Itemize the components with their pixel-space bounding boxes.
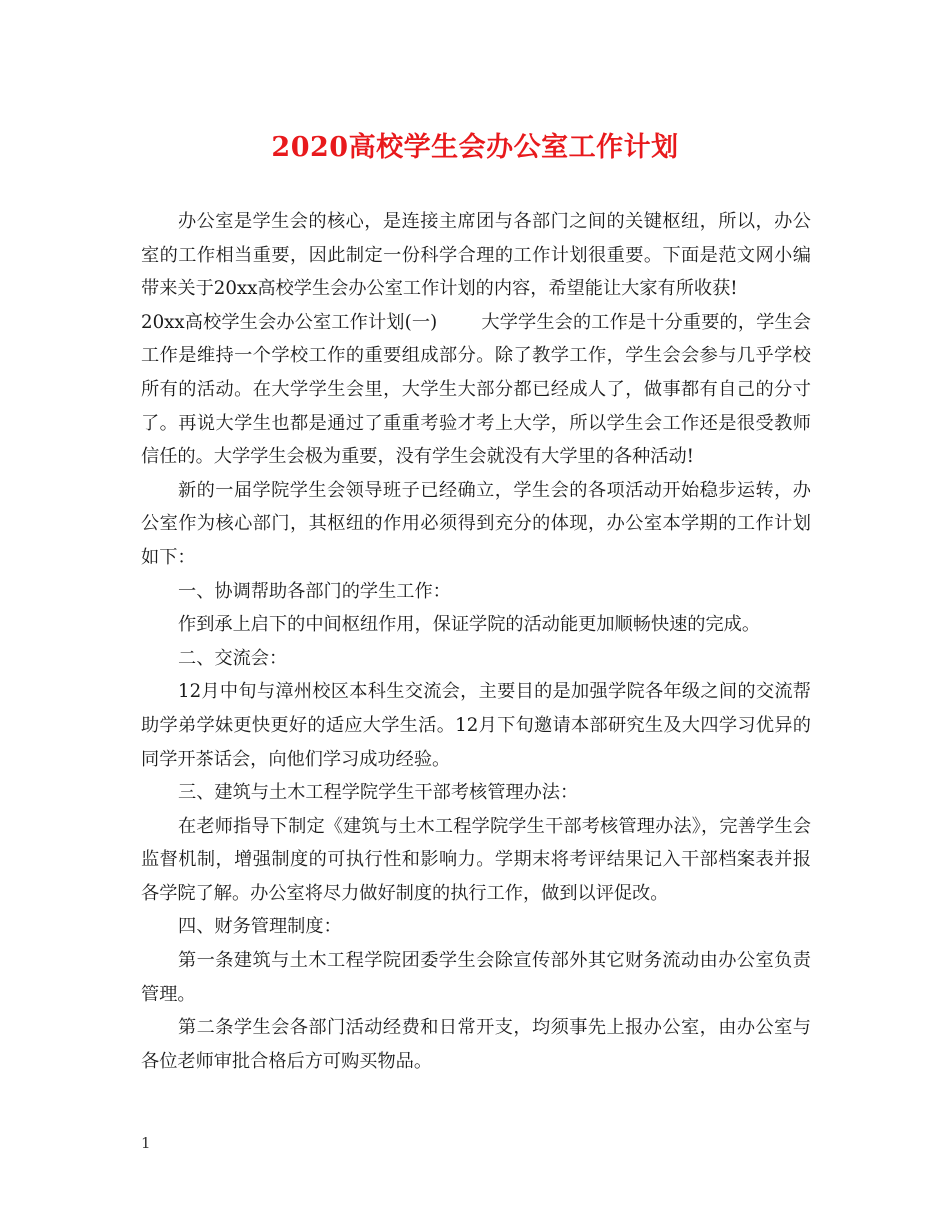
document-title: 2020高校学生会办公室工作计划 bbox=[271, 132, 679, 163]
item3-heading: 三、建筑与土木工程学院学生干部考核管理办法： bbox=[178, 782, 579, 804]
rule1-paragraph: 第一条建筑与土木工程学院团委学生会除宣传部外其它财务流动由办公室负责管理。 bbox=[141, 950, 811, 1005]
item3-text: 在老师指导下制定《建筑与土木工程学院学生干部考核管理办法》，完善学生会监督机制，增强制度的可执行性和影响力。学期末将考评结果记入干部档案表并报各学院了解。办公室将尽力做好制度的执行工作，做到以评促改。 bbox=[141, 815, 811, 904]
item2-text: 12月中旬与漳州校区本科生交流会，主要目的是加强学院各年级之间的交流帮助学弟学妹更快更好的适应大学生活。12月下旬邀请本部研究生及大四学习优异的同学开茶话会，向他们学习成功经验。 bbox=[141, 681, 811, 770]
section-paragraph bbox=[141, 306, 811, 474]
item1-heading: 一、协调帮助各部门的学生工作： bbox=[178, 580, 451, 602]
document-body bbox=[141, 205, 811, 1078]
item2-heading: 二、交流会： bbox=[178, 647, 288, 669]
intro-paragraph: 办公室是学生会的核心，是连接主席团与各部门之间的关键枢纽，所以，办公室的工作相当重要，因此制定一份科学合理的工作计划很重要。下面是范文网小编带来关于20xx高校学生会办公室工作计划的内容，希望能让大家有所收获! bbox=[141, 211, 811, 300]
item1-text: 作到承上启下的中间枢纽作用，保证学院的活动能更加顺畅快速的完成。 bbox=[178, 614, 761, 636]
rule2-paragraph: 第二条学生会各部门活动经费和日常开支，均须事先上报办公室，由办公室与各位老师审批合格后方可购买物品。 bbox=[141, 1017, 811, 1072]
page-number: 1 bbox=[141, 1134, 151, 1152]
new-team-paragraph: 新的一届学院学生会领导班子已经确立，学生会的各项活动开始稳步运转，办公室作为核心部门，其枢纽的作用必须得到充分的体现，办公室本学期的工作计划如下： bbox=[141, 479, 811, 568]
item4-heading: 四、财务管理制度： bbox=[178, 916, 342, 938]
section-text: 大学学生会的工作是十分重要的，学生会工作是维持一个学校工作的重要组成部分。除了教学工作，学生会会参与几乎学校所有的活动。在大学学生会里，大学生大部分都已经成人了，做事都有自己的分寸了。再说大学生也都是通过了重重考验才考上大学，所以学生会工作还是很受教师信任的。大学学生会极为重要，没有学生会就没有大学里的各种活动! bbox=[141, 311, 811, 468]
section-heading: 20xx高校学生会办公室工作计划(一) bbox=[141, 311, 438, 333]
